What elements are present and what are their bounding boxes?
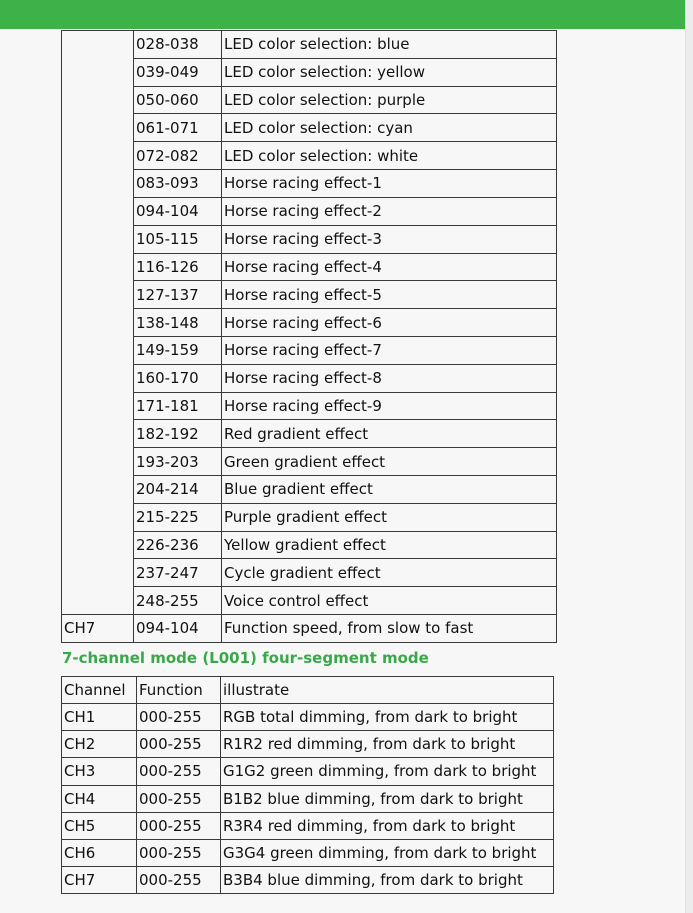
table-row [62, 448, 557, 476]
description-cell: Horse racing effect-6 [222, 309, 557, 337]
description-cell: Red gradient effect [222, 420, 557, 448]
value-range-cell: 226-236 [134, 531, 222, 559]
table-row [62, 31, 557, 59]
table-row [62, 531, 557, 559]
channel-cell: CH5 [62, 812, 137, 839]
description-cell: Horse racing effect-7 [222, 336, 557, 364]
table-row [62, 587, 557, 615]
channel-cell: CH1 [62, 704, 137, 731]
scrollbar-track[interactable] [685, 0, 693, 913]
table-row [62, 142, 557, 170]
channel-function-table-continued [61, 30, 557, 643]
description-cell: G3G4 green dimming, from dark to bright [221, 839, 554, 866]
value-range-cell: 094-104 [134, 197, 222, 225]
value-range-cell: 138-148 [134, 309, 222, 337]
value-range-cell: 039-049 [134, 58, 222, 86]
function-cell: 000-255 [137, 758, 221, 785]
table-row [62, 309, 557, 337]
table-row [62, 812, 554, 839]
table-row [62, 503, 557, 531]
function-cell: 000-255 [137, 839, 221, 866]
value-range-cell: 028-038 [134, 31, 222, 59]
channel-cell: CH7 [62, 615, 134, 643]
table-row [62, 559, 557, 587]
table-row [62, 114, 557, 142]
column-header-illustrate: illustrate [221, 677, 554, 704]
table-row [62, 866, 554, 893]
table-header-row [62, 677, 554, 704]
description-cell: Horse racing effect-1 [222, 170, 557, 198]
column-header-function: Function [137, 677, 221, 704]
description-cell: LED color selection: cyan [222, 114, 557, 142]
channel-cell [62, 31, 134, 615]
description-cell: Horse racing effect-8 [222, 364, 557, 392]
description-cell: LED color selection: purple [222, 86, 557, 114]
description-cell: R3R4 red dimming, from dark to bright [221, 812, 554, 839]
table-row [62, 364, 557, 392]
table-row [62, 392, 557, 420]
value-range-cell: 083-093 [134, 170, 222, 198]
table-row [62, 253, 557, 281]
table-row [62, 704, 554, 731]
description-cell: RGB total dimming, from dark to bright [221, 704, 554, 731]
description-cell: Horse racing effect-2 [222, 197, 557, 225]
description-cell: Horse racing effect-4 [222, 253, 557, 281]
value-range-cell: 094-104 [134, 615, 222, 643]
table-row [62, 758, 554, 785]
description-cell: Horse racing effect-5 [222, 281, 557, 309]
green-header-bar [0, 0, 685, 29]
description-cell: Function speed, from slow to fast [222, 615, 557, 643]
channel-cell: CH2 [62, 731, 137, 758]
table-row [62, 731, 554, 758]
value-range-cell: 215-225 [134, 503, 222, 531]
table-row [62, 86, 557, 114]
value-range-cell: 127-137 [134, 281, 222, 309]
value-range-cell: 171-181 [134, 392, 222, 420]
table-row [62, 785, 554, 812]
table-row [62, 839, 554, 866]
table-row [62, 476, 557, 504]
description-cell: G1G2 green dimming, from dark to bright [221, 758, 554, 785]
value-range-cell: 193-203 [134, 448, 222, 476]
function-cell: 000-255 [137, 704, 221, 731]
channel-cell: CH6 [62, 839, 137, 866]
value-range-cell: 072-082 [134, 142, 222, 170]
description-cell: B3B4 blue dimming, from dark to bright [221, 866, 554, 893]
description-cell: Horse racing effect-3 [222, 225, 557, 253]
description-cell: R1R2 red dimming, from dark to bright [221, 731, 554, 758]
value-range-cell: 204-214 [134, 476, 222, 504]
function-cell: 000-255 [137, 866, 221, 893]
value-range-cell: 149-159 [134, 336, 222, 364]
function-cell: 000-255 [137, 812, 221, 839]
channel-cell: CH7 [62, 866, 137, 893]
function-cell: 000-255 [137, 785, 221, 812]
description-cell: LED color selection: blue [222, 31, 557, 59]
seven-channel-table [61, 676, 554, 894]
value-range-cell: 182-192 [134, 420, 222, 448]
description-cell: Purple gradient effect [222, 503, 557, 531]
table-row [62, 281, 557, 309]
description-cell: Blue gradient effect [222, 476, 557, 504]
description-cell: Voice control effect [222, 587, 557, 615]
table-row [62, 58, 557, 86]
description-cell: Yellow gradient effect [222, 531, 557, 559]
value-range-cell: 061-071 [134, 114, 222, 142]
description-cell: Cycle gradient effect [222, 559, 557, 587]
function-cell: 000-255 [137, 731, 221, 758]
table-row [62, 420, 557, 448]
value-range-cell: 050-060 [134, 86, 222, 114]
table-row [62, 197, 557, 225]
value-range-cell: 248-255 [134, 587, 222, 615]
table-row [62, 170, 557, 198]
table-row [62, 225, 557, 253]
description-cell: LED color selection: yellow [222, 58, 557, 86]
column-header-channel: Channel [62, 677, 137, 704]
section-title: 7-channel mode (L001) four-segment mode [62, 649, 429, 667]
description-cell: B1B2 blue dimming, from dark to bright [221, 785, 554, 812]
channel-cell: CH3 [62, 758, 137, 785]
description-cell: Horse racing effect-9 [222, 392, 557, 420]
value-range-cell: 116-126 [134, 253, 222, 281]
description-cell: LED color selection: white [222, 142, 557, 170]
table-row [62, 336, 557, 364]
description-cell: Green gradient effect [222, 448, 557, 476]
value-range-cell: 237-247 [134, 559, 222, 587]
value-range-cell: 105-115 [134, 225, 222, 253]
value-range-cell: 160-170 [134, 364, 222, 392]
channel-cell: CH4 [62, 785, 137, 812]
table-row [62, 615, 557, 643]
